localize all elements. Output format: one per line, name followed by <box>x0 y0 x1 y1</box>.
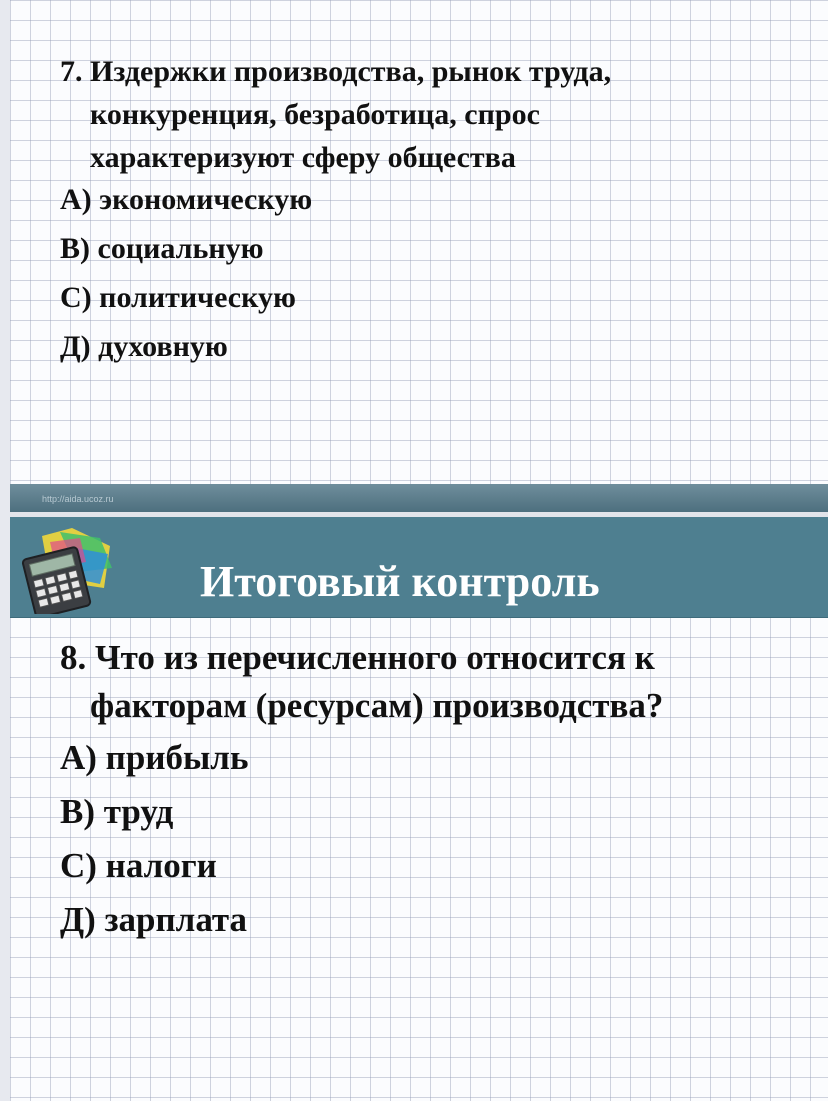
slide-1-footer <box>10 484 828 512</box>
q7-option-b: В) социальную <box>60 232 264 265</box>
q8-option-a: А) прибыль <box>60 738 249 777</box>
question-7-line-1: 7. Издержки производства, рынок труда, <box>60 55 612 88</box>
slide-2-title: Итоговый контроль <box>200 557 600 606</box>
q8-option-c: С) налоги <box>60 846 217 885</box>
question-7-line-2: конкуренция, безработица, спрос <box>90 98 540 131</box>
q8-option-d: Д) зарплата <box>60 900 248 939</box>
q7-option-d: Д) духовную <box>60 330 228 363</box>
question-8-line-2: факторам (ресурсам) производства? <box>90 686 664 725</box>
question-8 <box>60 634 788 730</box>
question-7-line-3: характеризуют сферу общества <box>90 141 516 174</box>
q7-option-a: А) экономическую <box>60 183 313 216</box>
q7-option-c: С) политическую <box>60 281 296 314</box>
question-8-line-1: 8. Что из перечисленного относится к <box>60 638 655 677</box>
q8-option-b: В) труд <box>60 792 174 831</box>
calculator-icon <box>20 528 116 614</box>
footer-url: http://aida.ucoz.ru <box>42 494 114 504</box>
question-7 <box>60 50 760 179</box>
